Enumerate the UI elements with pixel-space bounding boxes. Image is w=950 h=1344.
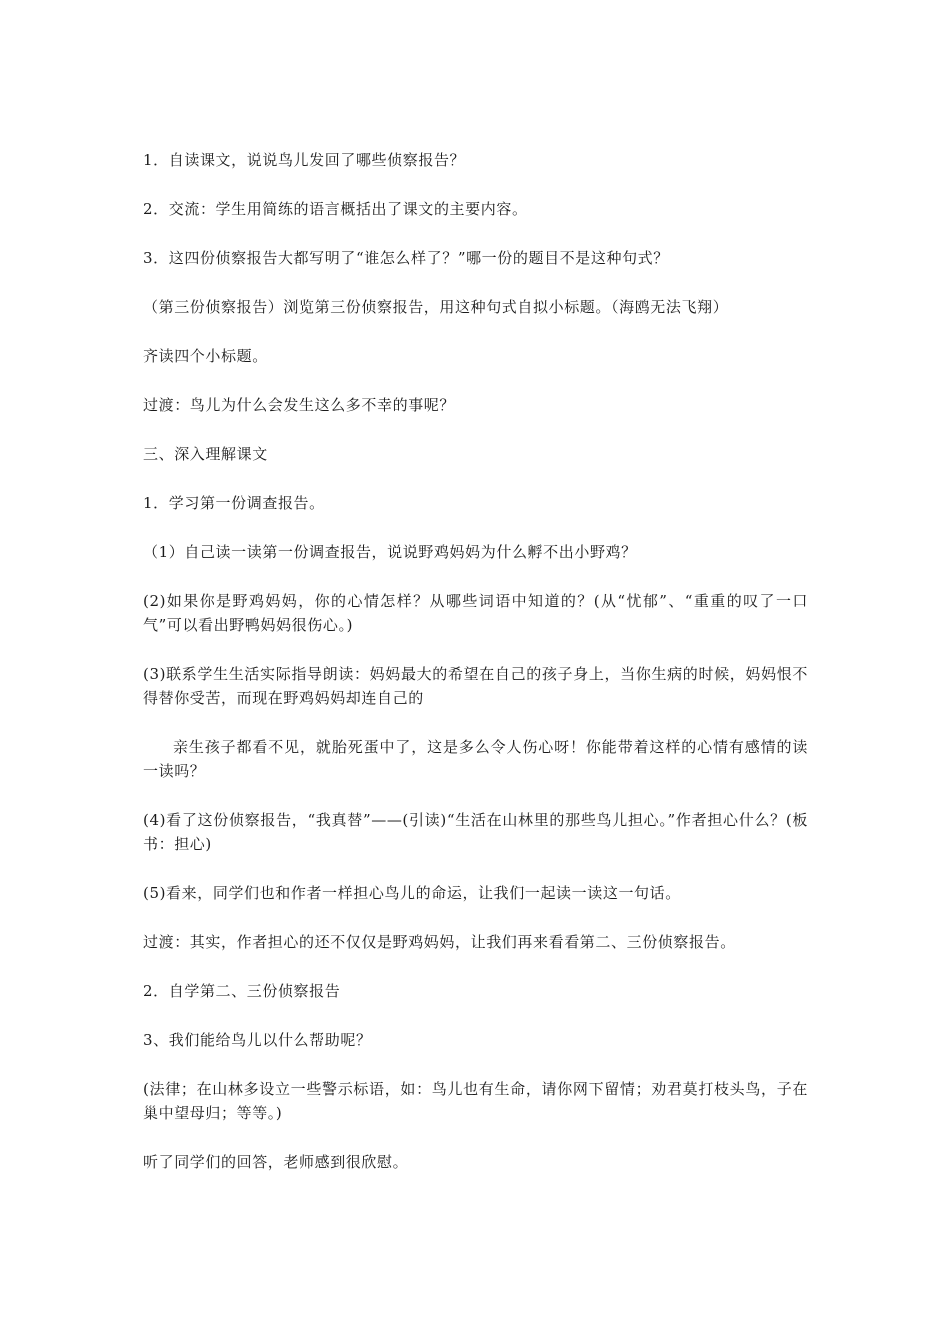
paragraph-transition-2: 过渡：其实，作者担心的还不仅仅是野鸡妈妈，让我们再来看看第二、三份侦察报告。 [143, 933, 736, 951]
paragraph-transition-1: 过渡：鸟儿为什么会发生这么多不幸的事呢？ [143, 396, 456, 414]
paragraph-self-study: 2．自学第二、三份侦察报告 [143, 982, 341, 1000]
paragraph-question-3: 3．这四份侦察报告大都写明了“谁怎么样了？”哪一份的题目不是这种句式？ [143, 249, 669, 267]
paragraph-item-2: (2)如果你是野鸡妈妈，你的心情怎样？从哪些词语中知道的？(从“忧郁”、“重重的叹了一口气”可以看出野鸭妈妈很伤心。) [143, 592, 808, 634]
paragraph-item-5: (5)看来，同学们也和作者一样担心鸟儿的命运，让我们一起读一读这一句话。 [143, 884, 681, 902]
section-heading-3: 三、深入理解课文 [143, 445, 268, 463]
paragraph-item-4: (4)看了这份侦察报告，“我真替”——(引读)“生活在山林里的那些鸟儿担心。”作者担心什么？(板书：担心) [143, 811, 808, 853]
paragraph-help-answer: (法律；在山林多设立一些警示标语，如：鸟儿也有生命，请你网下留情；劝君莫打枝头鸟，子在巢中望母归；等等。) [143, 1080, 808, 1122]
paragraph-closing: 听了同学们的回答，老师感到很欣慰。 [143, 1153, 409, 1171]
paragraph-item-3-continued: 亲生孩子都看不见，就胎死蛋中了，这是多么令人伤心呀！你能带着这样的心情有感情的读一读吗？ [143, 738, 808, 780]
paragraph-help-question: 3、我们能给鸟儿以什么帮助呢？ [143, 1031, 372, 1049]
paragraph-question-1: 1．自读课文，说说鸟儿发回了哪些侦察报告？ [143, 151, 466, 169]
paragraph-item-3: (3)联系学生生活实际指导朗读：妈妈最大的希望在自己的孩子身上，当你生病的时候，妈妈恨不得替你受苦，而现在野鸡妈妈却连自己的 [143, 665, 808, 707]
paragraph-item-1: （1）自己读一读第一份调查报告，说说野鸡妈妈为什么孵不出小野鸡？ [143, 543, 637, 561]
paragraph-exchange: 2．交流：学生用简练的语言概括出了课文的主要内容。 [143, 200, 528, 218]
paragraph-read-titles: 齐读四个小标题。 [143, 347, 268, 365]
document-body [143, 148, 808, 1199]
paragraph-third-report: （第三份侦察报告）浏览第三份侦察报告，用这种句式自拟小标题。（海鸥无法飞翔） [143, 298, 729, 316]
paragraph-study-first-report: 1．学习第一份调查报告。 [143, 494, 325, 512]
